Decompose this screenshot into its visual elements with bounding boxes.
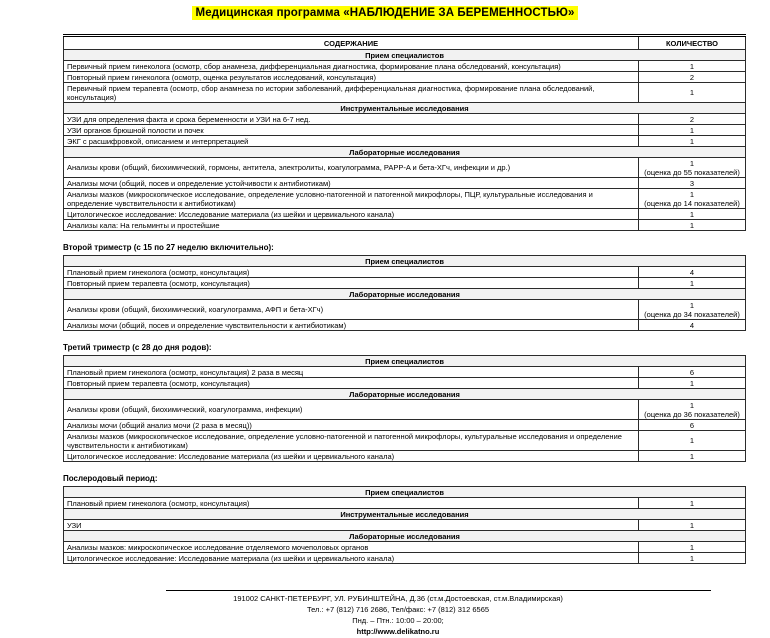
- quantity-cell: 1: [639, 136, 746, 147]
- table-row: [64, 158, 746, 178]
- group-header-row: [64, 509, 746, 520]
- page-title: Медицинская программа «НАБЛЮДЕНИЕ ЗА БЕРЕМЕННОСТЬЮ»: [192, 6, 579, 20]
- table-row: [64, 178, 746, 189]
- column-header-row: [64, 36, 746, 50]
- quantity-cell: 1 (оценка до 36 показателей): [639, 400, 746, 420]
- quantity-cell: 1 (оценка до 14 показателей): [639, 189, 746, 209]
- quantity-cell: 1: [639, 278, 746, 289]
- table-row: [64, 520, 746, 531]
- table-row: [64, 300, 746, 320]
- page-title-row: [0, 3, 770, 21]
- quantity-cell: 1: [639, 378, 746, 389]
- table-row: [64, 209, 746, 220]
- quantity-note: (оценка до 34 показателей): [644, 309, 740, 319]
- quantity-cell: 1: [639, 209, 746, 220]
- footer-address: 191002 САНКТ-ПЕТЕРБУРГ, УЛ. РУБИНШТЕЙНА, Д.36 (ст.м.Достоевская, ст.м.Владимирская): [233, 594, 563, 603]
- program-table-second-trimester: [63, 255, 746, 331]
- period-label-third-trimester: Третий триместр (с 28 до дня родов):: [63, 343, 212, 352]
- group-header-cell: Прием специалистов: [64, 487, 746, 498]
- content-cell: УЗИ: [64, 520, 639, 531]
- footer-website: http://www.delikatno.ru: [356, 626, 440, 636]
- content-cell: Анализы мазков (микроскопическое исследование, определение условно-патогенной и патогенной микрофлоры, культуральные исследования и определение чувствительности к антибиотикам): [64, 431, 639, 451]
- group-header-cell: Инструментальные исследования: [64, 103, 746, 114]
- table-row: [64, 72, 746, 83]
- program-table-first-trimester: [63, 34, 746, 231]
- group-header-row: [64, 147, 746, 158]
- content-cell: Анализы мочи (общий анализ мочи (2 раза в месяц)): [64, 420, 639, 431]
- quantity-cell: 1: [639, 542, 746, 553]
- footer-phone: Тел.: +7 (812) 716 2686, Тел/факс: +7 (812) 312 6565: [306, 604, 490, 614]
- content-cell: Анализы мазков: микроскопическое исследование отделяемого мочеполовых органов: [64, 542, 639, 553]
- table-row: [64, 220, 746, 231]
- content-cell: УЗИ для определения факта и срока беременности и УЗИ на 6-7 нед.: [64, 114, 639, 125]
- table-row: [64, 125, 746, 136]
- program-tables-container: [63, 34, 745, 564]
- quantity-cell: 4: [639, 320, 746, 331]
- group-header-row: [64, 356, 746, 367]
- table-row: [64, 400, 746, 420]
- table-row: [64, 83, 746, 103]
- table-row: [64, 278, 746, 289]
- content-cell: Анализы мазков (микроскопическое исследование, определение условно-патогенной и патогенной микрофлоры, ПЦР, культуральные исследования и определение чувствительности к антибиотикам): [64, 189, 639, 209]
- content-cell: Цитологическое исследование: Исследование материала (из шейки и цервикального канала): [64, 553, 639, 564]
- content-cell: Плановый прием гинеколога (осмотр, консультация) 2 раза в месяц: [64, 367, 639, 378]
- content-cell: Анализы мочи (общий, посев и определение устойчивости к антибиотикам): [64, 178, 639, 189]
- group-header-cell: Прием специалистов: [64, 256, 746, 267]
- group-header-cell: Лабораторные исследования: [64, 389, 746, 400]
- footer-divider: [166, 590, 711, 591]
- content-cell: Первичный прием гинеколога (осмотр, сбор анамнеза, дифференциальная диагностика, формирование плана обследований, консультация): [64, 61, 639, 72]
- content-cell: Анализы крови (общий, биохимический, гормоны, антитела, электролиты, коагулограмма, PAPP-A и бета-ХГч, инфекции и др.): [64, 158, 639, 178]
- group-header-cell: Прием специалистов: [64, 356, 746, 367]
- content-cell: Анализы мочи (общий, посев и определение чувствительности к антибиотикам): [64, 320, 639, 331]
- group-header-cell: Лабораторные исследования: [64, 147, 746, 158]
- quantity-cell: 1: [639, 553, 746, 564]
- content-column-header: СОДЕРЖАНИЕ: [64, 36, 639, 50]
- quantity-note: (оценка до 36 показателей): [644, 409, 740, 419]
- table-row: [64, 189, 746, 209]
- table-row: [64, 61, 746, 72]
- quantity-cell: 1: [639, 431, 746, 451]
- quantity-cell: 1 (оценка до 55 показателей): [639, 158, 746, 178]
- table-row: [64, 114, 746, 125]
- group-header-row: [64, 531, 746, 542]
- table-row: [64, 367, 746, 378]
- quantity-column-header: КОЛИЧЕСТВО: [639, 36, 746, 50]
- group-header-row: [64, 256, 746, 267]
- table-row: [64, 553, 746, 564]
- program-table-postpartum: [63, 486, 746, 564]
- period-label-second-trimester: Второй триместр (с 15 по 27 неделю включительно):: [63, 243, 274, 252]
- group-header-row: [64, 389, 746, 400]
- table-row: [64, 542, 746, 553]
- table-row: [64, 267, 746, 278]
- quantity-note: (оценка до 14 показателей): [644, 198, 740, 208]
- quantity-cell: 6: [639, 367, 746, 378]
- quantity-cell: 1: [639, 451, 746, 462]
- group-header-row: [64, 103, 746, 114]
- group-header-cell: Лабораторные исследования: [64, 289, 746, 300]
- footer: [0, 590, 770, 638]
- quantity-cell: 1: [639, 83, 746, 103]
- quantity-cell: 6: [639, 420, 746, 431]
- content-cell: Повторный прием терапевта (осмотр, консультация): [64, 378, 639, 389]
- content-cell: УЗИ органов брюшной полости и почек: [64, 125, 639, 136]
- group-header-cell: Лабораторные исследования: [64, 531, 746, 542]
- quantity-cell: 1: [639, 520, 746, 531]
- quantity-note: (оценка до 55 показателей): [644, 167, 740, 177]
- quantity-cell: 2: [639, 72, 746, 83]
- table-row: [64, 378, 746, 389]
- quantity-cell: 1: [639, 498, 746, 509]
- content-cell: Повторный прием гинеколога (осмотр, оценка результатов исследований, консультация): [64, 72, 639, 83]
- footer-hours: Пнд. – Птн.: 10:00 – 20:00;: [352, 615, 444, 625]
- content-cell: Анализы кала: На гельминты и простейшие: [64, 220, 639, 231]
- document-page: [0, 3, 770, 636]
- quantity-cell: 1: [639, 220, 746, 231]
- period-label-postpartum: Послеродовый период:: [63, 474, 158, 483]
- quantity-cell: 2: [639, 114, 746, 125]
- group-header-row: [64, 487, 746, 498]
- table-row: [64, 136, 746, 147]
- content-cell: ЭКГ с расшифровкой, описанием и интерпретацией: [64, 136, 639, 147]
- table-row: [64, 420, 746, 431]
- content-cell: Анализы крови (общий, биохимический, коагулограмма, инфекции): [64, 400, 639, 420]
- content-cell: Повторный прием терапевта (осмотр, консультация): [64, 278, 639, 289]
- group-header-cell: Инструментальные исследования: [64, 509, 746, 520]
- content-cell: Анализы крови (общий, биохимический, коагулограмма, АФП и бета-ХГч): [64, 300, 639, 320]
- table-row: [64, 431, 746, 451]
- table-row: [64, 498, 746, 509]
- content-cell: Цитологическое исследование: Исследование материала (из шейки и цервикального канала): [64, 209, 639, 220]
- table-row: [64, 451, 746, 462]
- group-header-row: [64, 50, 746, 61]
- program-table-third-trimester: [63, 355, 746, 462]
- group-header-row: [64, 289, 746, 300]
- content-cell: Первичный прием терапевта (осмотр, сбор анамнеза по истории заболеваний, дифференциальная диагностика, формирование плана обследований, консультация): [64, 83, 639, 103]
- group-header-cell: Прием специалистов: [64, 50, 746, 61]
- table-row: [64, 320, 746, 331]
- content-cell: Цитологическое исследование: Исследование материала (из шейки и цервикального канала): [64, 451, 639, 462]
- content-cell: Плановый прием гинеколога (осмотр, консультация): [64, 498, 639, 509]
- quantity-cell: 4: [639, 267, 746, 278]
- quantity-cell: 3: [639, 178, 746, 189]
- quantity-cell: 1 (оценка до 34 показателей): [639, 300, 746, 320]
- content-cell: Плановый прием гинеколога (осмотр, консультация): [64, 267, 639, 278]
- quantity-cell: 1: [639, 125, 746, 136]
- quantity-cell: 1: [639, 61, 746, 72]
